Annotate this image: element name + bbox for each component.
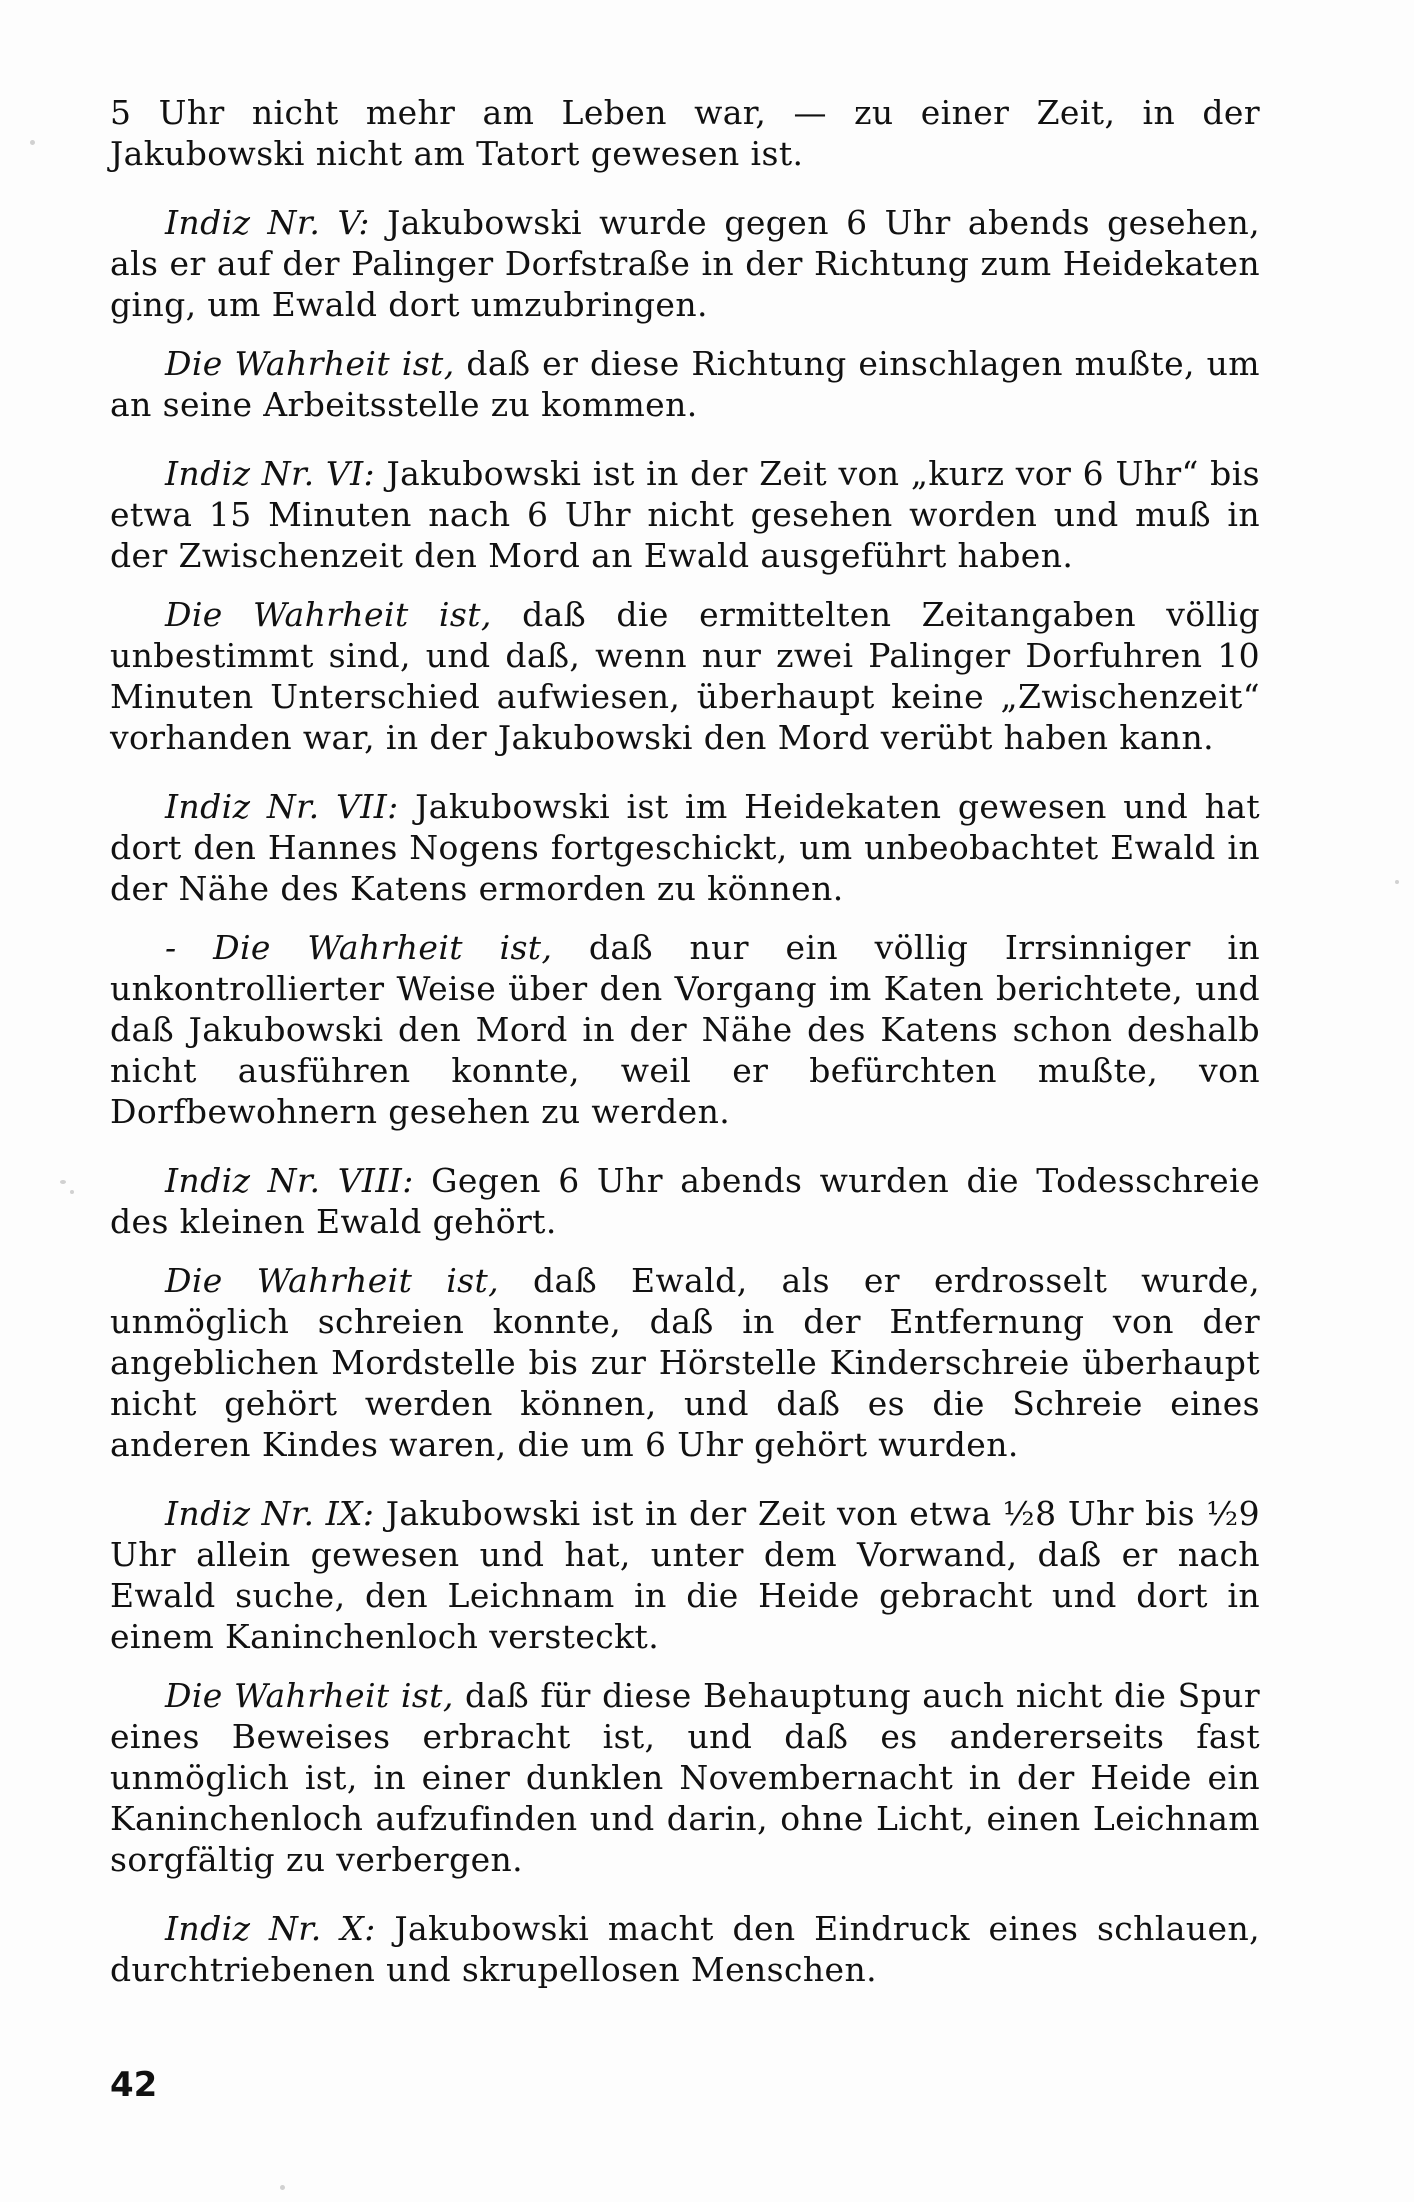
paragraph-text: Jakubowski macht den Eindruck eines schlauen, durchtriebenen und skrupellosen Menschen. <box>110 1909 1260 1989</box>
truth-paragraph <box>110 1260 1260 1465</box>
paragraph-text: daß nur ein völlig Irrsinniger in unkontrollierter Weise über den Vorgang im Katen berichtete, und daß Jakubowski den Mord in der Nähe des Katens schon deshalb nicht ausführen konnte, weil er befürchten mußte, von Dorfbewohnern gesehen zu werden. <box>110 928 1260 1131</box>
paragraph-text: daß Ewald, als er erdrosselt wurde, unmöglich schreien konnte, daß in der Entfernung von der angeblichen Mordstelle bis zur Hörstelle Kinderschreie überhaupt nicht gehört werden können, und daß es die Schreie eines anderen Kindes waren, die um 6 Uhr gehört wurden. <box>110 1261 1261 1464</box>
paragraph-text: Gegen 6 Uhr abends wurden die Todesschreie des kleinen Ewald gehört. <box>110 1161 1260 1241</box>
paragraph-text: Jakubowski ist im Heidekaten gewesen und hat dort den Hannes Nogens fortgeschickt, um unbeobachtet Ewald in der Nähe des Katens ermorden zu können. <box>110 787 1261 908</box>
indiz-paragraph <box>110 453 1260 576</box>
print-speck <box>1395 880 1399 884</box>
page-number: 42 <box>110 2065 158 2105</box>
paragraph-label: Die Wahrheit ist, <box>165 1676 454 1715</box>
indiz-paragraph <box>110 1160 1260 1242</box>
paragraph-text: Jakubowski ist in der Zeit von „kurz vor 6 Uhr“ bis etwa 15 Minuten nach 6 Uhr nicht gesehen worden und muß in der Zwischenzeit den Mord an Ewald ausgeführt haben. <box>110 454 1260 575</box>
paragraph-text: Jakubowski ist in der Zeit von etwa ½8 Uhr bis ½9 Uhr allein gewesen und hat, unter dem Vorwand, daß er nach Ewald suche, den Leichnam in die Heide gebracht und dort in einem Kaninchenloch versteckt. <box>110 1494 1260 1656</box>
print-speck <box>30 140 35 145</box>
print-speck <box>60 1180 66 1184</box>
paragraph-label: Indiz Nr. VI: <box>165 454 376 493</box>
truth-paragraph <box>110 594 1260 758</box>
truth-paragraph <box>110 343 1260 425</box>
paragraph-label: Indiz Nr. IX: <box>165 1494 375 1533</box>
paragraph-label: Indiz Nr. VIII: <box>165 1161 414 1200</box>
indiz-paragraph <box>110 1908 1260 1990</box>
paragraph-text: Jakubowski wurde gegen 6 Uhr abends gesehen, als er auf der Palinger Dorfstraße in der Richtung zum Heidekaten ging, um Ewald dort umzubringen. <box>110 203 1260 324</box>
paragraph-text: 5 Uhr nicht mehr am Leben war, — zu einer Zeit, in der Jakubowski nicht am Tatort gewesen ist. <box>110 93 1260 173</box>
paragraph-label: - Die Wahrheit ist, <box>165 928 553 967</box>
paragraph-label: Indiz Nr. VII: <box>165 787 399 826</box>
truth-paragraph <box>110 1675 1260 1880</box>
paragraph-label: Indiz Nr. V: <box>165 203 370 242</box>
paragraph-text: daß für diese Behauptung auch nicht die Spur eines Beweises erbracht ist, und daß es andererseits fast unmöglich ist, in einer dunklen Novembernacht in der Heide ein Kaninchenloch aufzufinden und darin, ohne Licht, einen Leichnam sorgfältig zu verbergen. <box>110 1676 1260 1879</box>
paragraph-continuation <box>110 92 1260 174</box>
truth-paragraph <box>110 927 1260 1132</box>
print-speck <box>70 1190 74 1194</box>
paragraph-label: Die Wahrheit ist, <box>165 1261 500 1300</box>
main-text <box>110 92 1260 1990</box>
indiz-paragraph <box>110 202 1260 325</box>
paragraph-label: Indiz Nr. X: <box>165 1909 376 1948</box>
indiz-paragraph <box>110 1493 1260 1657</box>
paragraph-label: Die Wahrheit ist, <box>165 595 492 634</box>
paragraph-text: daß er diese Richtung einschlagen mußte, um an seine Arbeitsstelle zu kommen. <box>110 344 1260 424</box>
print-speck <box>280 2185 285 2190</box>
paragraph-text: daß die ermittelten Zeitangaben völlig unbestimmt sind, und daß, wenn nur zwei Palinger Dorfuhren 10 Minuten Unterschied aufwiesen, überhaupt keine „Zwischenzeit“ vorhanden war, in der Jakubowski den Mord verübt haben kann. <box>110 595 1260 757</box>
paragraph-label: Die Wahrheit ist, <box>165 344 455 383</box>
indiz-paragraph <box>110 786 1260 909</box>
